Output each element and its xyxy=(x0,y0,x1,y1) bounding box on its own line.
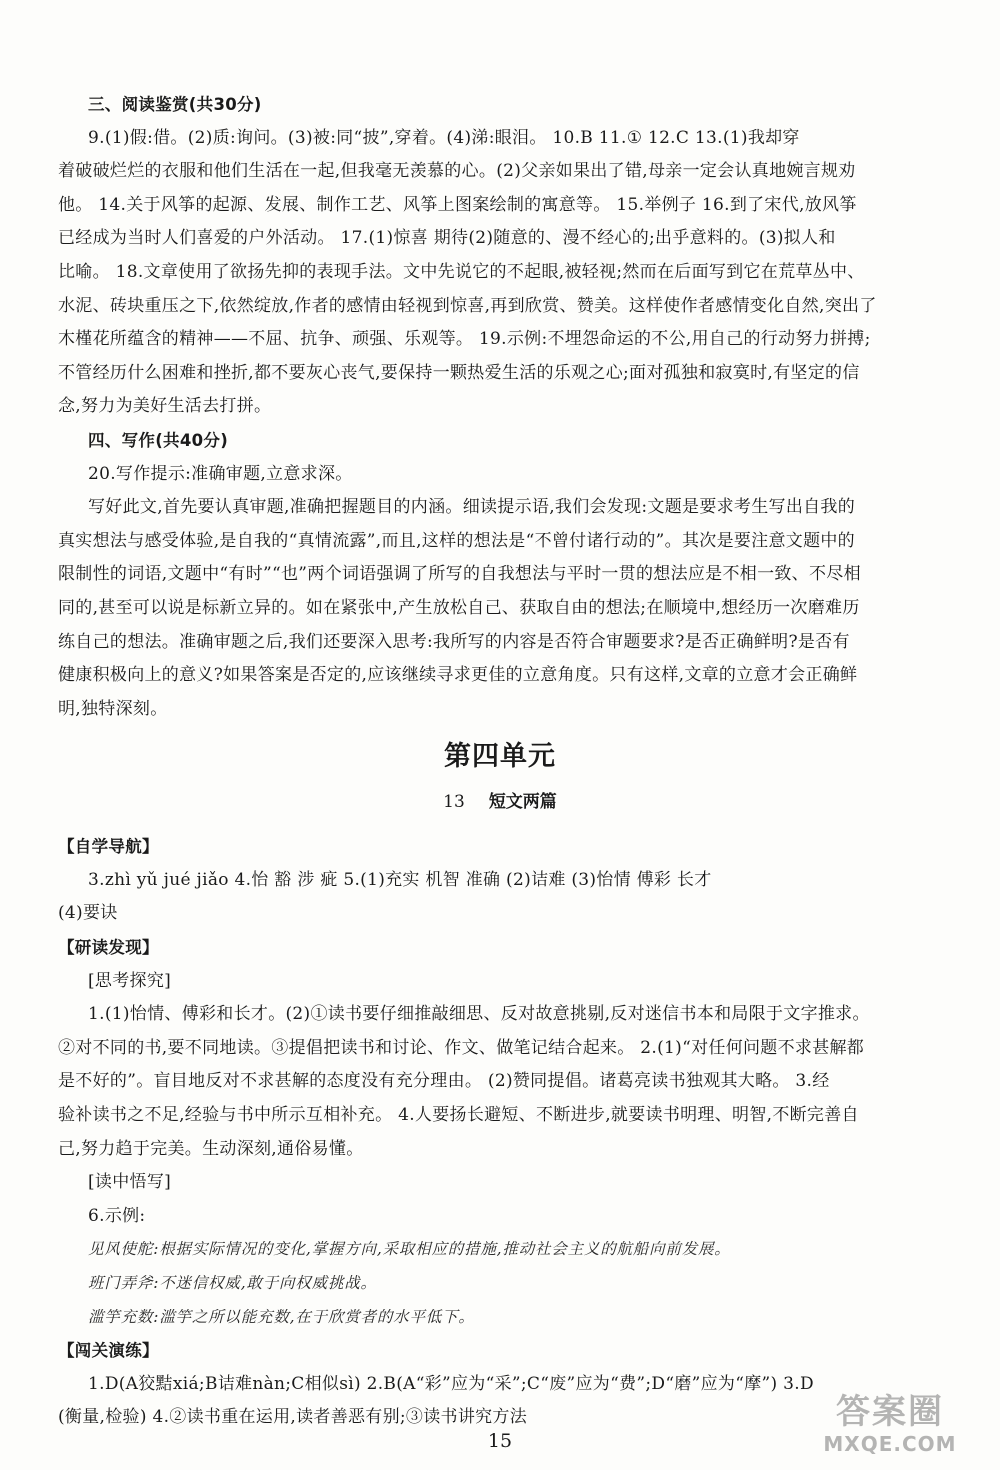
text-line: 不管经历什么困难和挫折,都不要灰心丧气,要保持一颗热爱生活的乐观之心;面对孤独和寂寞时,有坚定的信 xyxy=(58,362,860,383)
section-heading: 【自学导航】 xyxy=(58,837,159,857)
section-heading: 【研读发现】 xyxy=(58,938,159,958)
section-heading: 三、阅读鉴赏(共30分) xyxy=(88,95,262,114)
watermark-url: MXQE.COM xyxy=(823,1432,957,1456)
text-line: [读中悟写] xyxy=(88,1172,172,1193)
text-line: 念,努力为美好生活去打拼。 xyxy=(58,396,272,417)
handwritten-line: 见风使舵:根据实际情况的变化,掌握方向,采取相应的措施,推动社会主义的航船向前发展。 xyxy=(88,1240,731,1259)
page-number: 15 xyxy=(487,1430,513,1452)
text-line: 着破破烂烂的衣服和他们生活在一起,但我毫无羡慕的心。(2)父亲如果出了错,母亲一定会认真地婉言规劝 xyxy=(58,161,856,182)
text-line: 同的,甚至可以说是标新立异的。如在紧张中,产生放松自己、获取自由的想法;在顺境中,想经历一次磨难历 xyxy=(58,597,860,618)
text-line: 是不好的”。盲目地反对不求甚解的态度没有充分理由。 (2)赞同提倡。诸葛亮读书独观其大略。 3.经 xyxy=(58,1071,830,1092)
lesson-number: 13 xyxy=(443,792,465,813)
handwritten-examples xyxy=(58,1233,942,1334)
text-line: 6.示例: xyxy=(88,1205,146,1226)
text-line: (4)要诀 xyxy=(58,903,118,924)
text-line: (衡量,检验) 4.②读书重在运用,读者善恶有别;③读书讲究方法 xyxy=(58,1407,528,1428)
handwritten-line: 班门弄斧:不迷信权威,敢于向权威挑战。 xyxy=(88,1274,377,1292)
text-line: 健康积极向上的意义?如果答案是否定的,应该继续寻求更佳的立意角度。只有这样,文章的立意才会正确鲜 xyxy=(58,665,858,686)
text-line: 已经成为当时人们喜爱的户外活动。 17.(1)惊喜 期待(2)随意的、漫不经心的;出乎意料的。(3)拟人和 xyxy=(58,228,836,249)
text-line: 1.D(A狡黠xiá;B诘难nàn;C相似sì) 2.B(A“彩”应为“采”;C“废”应为“费”;D“磨”应为“摩”) 3.D xyxy=(88,1373,814,1394)
text-line: 练自己的想法。准确审题之后,我们还要深入思考:我所写的内容是否符合审题要求?是否正确鲜明?是否有 xyxy=(58,631,850,652)
text-line: 3.zhì yǔ jué jiǎo 4.怡 豁 涉 疵 5.(1)充实 机智 准确 (2)诘难 (3)怡情 傅彩 长才 xyxy=(88,869,712,890)
page-content xyxy=(58,88,942,1435)
section-heading: 【闯关演练】 xyxy=(58,1341,159,1361)
text-line: 9.(1)假:借。(2)质:询问。(3)被:同“披”,穿着。(4)涕:眼泪。 10.B 11.① 12.C 13.(1)我却穿 xyxy=(88,127,800,148)
watermark-text: 答案圈 xyxy=(836,1392,944,1432)
answer-section-lesson xyxy=(58,830,942,1233)
text-line: 验补读书之不足,经验与书中所示互相补充。 4.人要扬长避短、不断进步,就要读书明理、明智,不断完善自 xyxy=(58,1105,859,1126)
text-line: 1.(1)怡情、傅彩和长才。(2)①读书要仔细推敲细思、反对故意挑剔,反对迷信书本和局限于文字推求。 xyxy=(88,1004,870,1025)
text-line: 木槿花所蕴含的精神——不屈、抗争、顽强、乐观等。 19.示例:不埋怨命运的不公,用自己的行动努力拼搏; xyxy=(58,329,871,350)
lesson-name: 短文两篇 xyxy=(488,792,557,813)
text-line: 真实想法与感受体验,是自我的“真情流露”,而且,这样的想法是“不曾付诸行动的”。其次是要注意文题中的 xyxy=(58,530,855,551)
text-line: ②对不同的书,要不同地读。③提倡把读书和讨论、作文、做笔记结合起来。 2.(1)“对任何问题不求甚解都 xyxy=(58,1037,865,1058)
text-line: 明,独特深刻。 xyxy=(58,698,168,719)
text-line: 限制性的词语,文题中“有时”“也”两个词语强调了所写的自我想法与平时一贯的想法应是不相一致、不尽相 xyxy=(58,564,861,585)
text-line: 水泥、砖块重压之下,依然绽放,作者的感情由轻视到惊喜,再到欣赏、赞美。这样使作者感情变化自然,突出了 xyxy=(58,295,877,316)
text-line: [思考探究] xyxy=(88,970,172,991)
text-line: 20.写作提示:准确审题,立意求深。 xyxy=(88,463,353,484)
lesson-title xyxy=(58,787,942,812)
section-heading: 四、写作(共40分) xyxy=(88,430,229,450)
watermark-logo xyxy=(790,1392,990,1464)
text-line: 写好此文,首先要认真审题,准确把握题目的内涵。细读提示语,我们会发现:文题是要求考生写出自我的 xyxy=(88,497,856,518)
text-line: 他。 14.关于风筝的起源、发展、制作工艺、风筝上图案绘制的寓意等。 15.举例子 16.到了宋代,放风筝 xyxy=(58,194,857,215)
answer-section-upper xyxy=(58,88,942,726)
unit-title: 第四单元 xyxy=(444,741,556,773)
text-line: 己,努力趋于完美。生动深刻,通俗易懂。 xyxy=(58,1138,364,1159)
text-line: 比喻。 18.文章使用了欲扬先抑的表现手法。文中先说它的不起眼,被轻视;然而在后面写到它在荒草丛中、 xyxy=(58,261,865,282)
handwritten-line: 滥竽充数:滥竽之所以能充数,在于欣赏者的水平低下。 xyxy=(88,1307,475,1326)
